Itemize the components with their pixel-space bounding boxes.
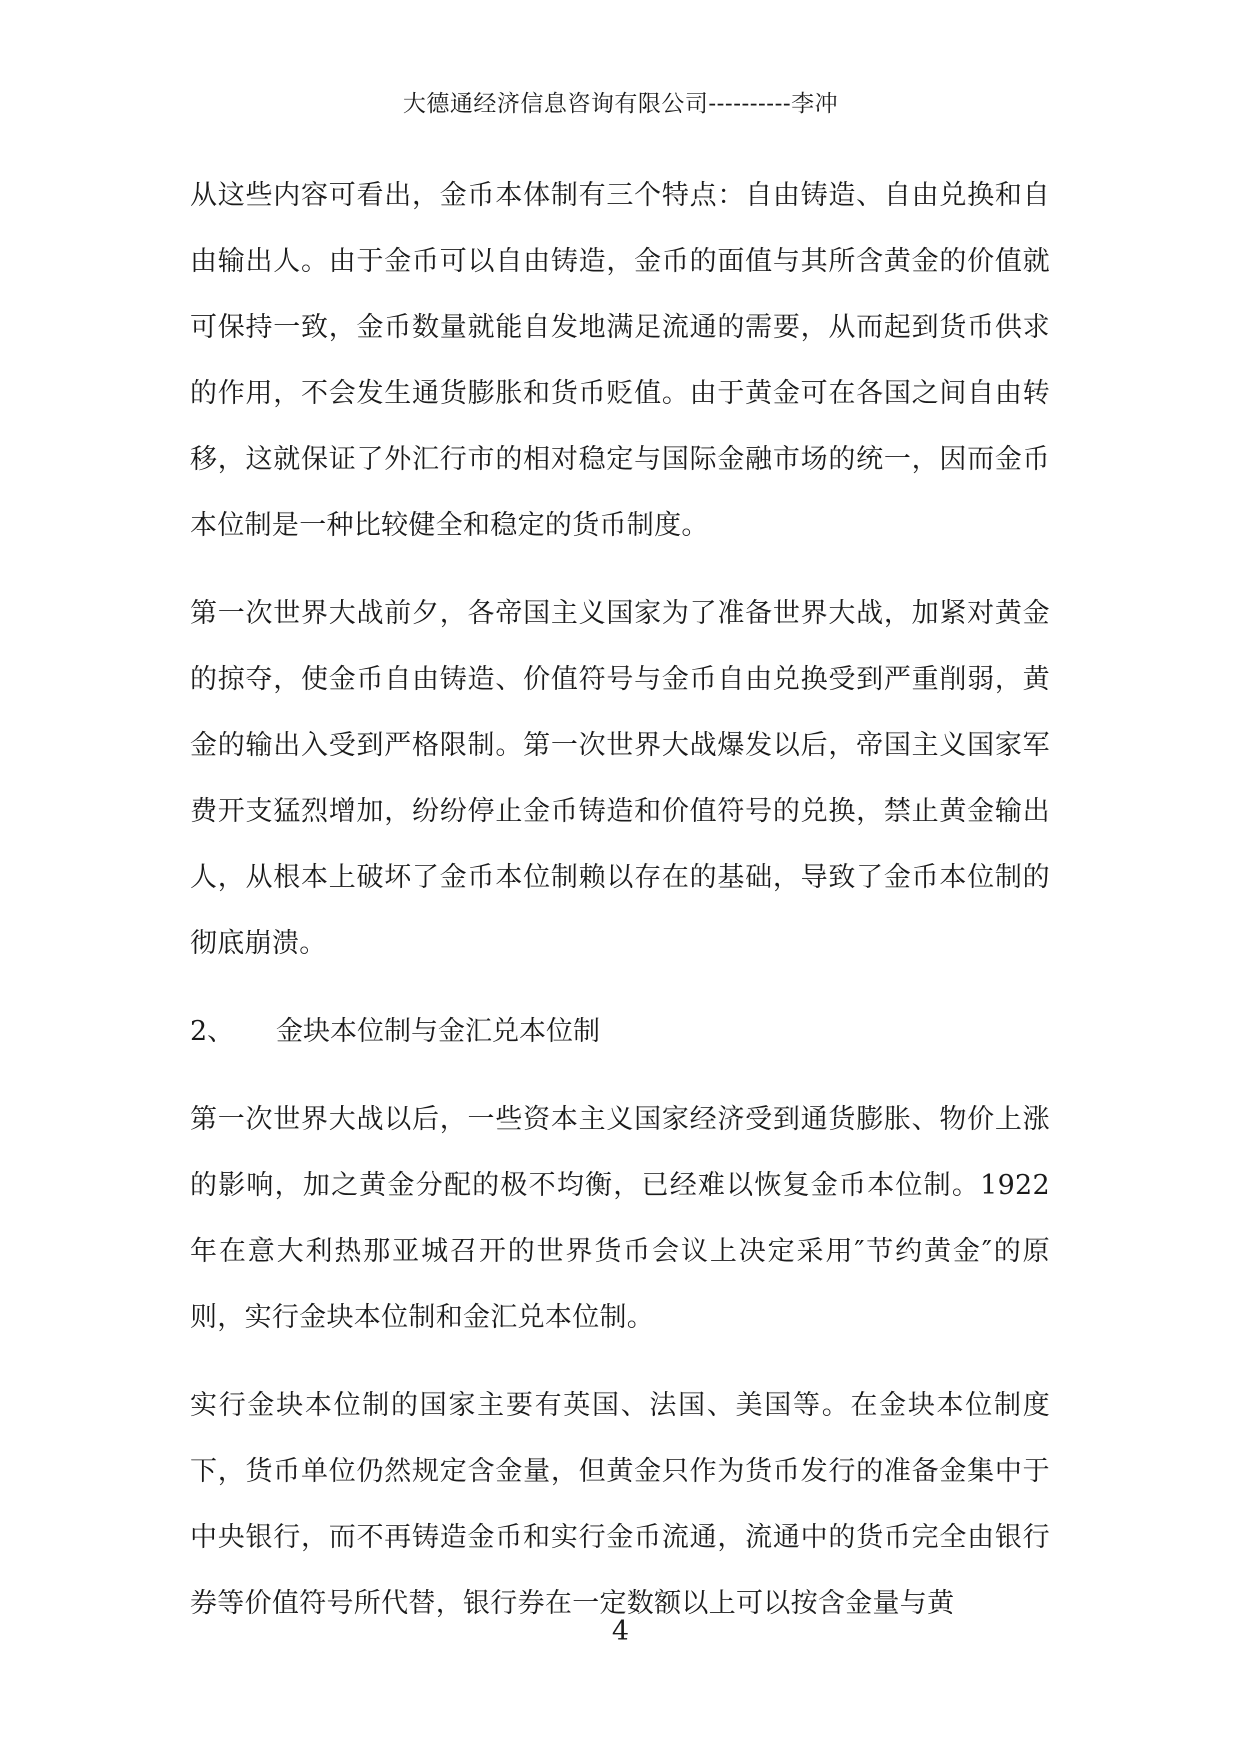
body-text — [190, 163, 1050, 1637]
page-header: 大德通经济信息咨询有限公司----------李冲 — [402, 91, 839, 117]
section-heading — [190, 999, 1050, 1065]
section-title: 金块本位制与金汇兑本位制 — [276, 1016, 600, 1047]
paragraph-wwi-collapse: 第一次世界大战前夕，各帝国主义国家为了准备世界大战，加紧对黄金的掠夺，使金币自由铸造、价值符号与金币自由兑换受到严重削弱，黄金的输出入受到严格限制。第一次世界大战爆发以后，帝国主义国家军费开支猛烈增加，纷纷停止金币铸造和价值符号的兑换，禁止黄金输出人，从根本上破坏了金币本位制赖以存在的基础，导致了金币本位制的彻底崩溃。 — [190, 598, 1050, 959]
page-number: 4 — [611, 1616, 630, 1647]
paragraph-gold-bullion: 实行金块本位制的国家主要有英国、法国、美国等。在金块本位制度下，货币单位仍然规定含金量，但黄金只作为货币发行的准备金集中于中央银行，而不再铸造金币和实行金币流通，流通中的货币完全由银行券等价值符号所代替，银行券在一定数额以上可以按含金量与黄 — [190, 1390, 1050, 1619]
paragraph-gold-coin-features: 从这些内容可看出，金币本体制有三个特点：自由铸造、自由兑换和自由输出人。由于金币可以自由铸造，金币的面值与其所含黄金的价值就可保持一致，金币数量就能自发地满足流通的需要，从而起到货币供求的作用，不会发生通货膨胀和货币贬值。由于黄金可在各国之间自由转移，这就保证了外汇行市的相对稳定与国际金融市场的统一，因而金币本位制是一种比较健全和稳定的货币制度。 — [190, 180, 1050, 541]
paragraph-post-war: 第一次世界大战以后，一些资本主义国家经济受到通货膨胀、物价上涨的影响，加之黄金分配的极不均衡，已经难以恢复金币本位制。1922年在意大利热那亚城召开的世界货币会议上决定采用″节约黄金″的原则，实行金块本位制和金汇兑本位制。 — [190, 1104, 1050, 1333]
section-number: 2、 — [190, 1016, 235, 1047]
